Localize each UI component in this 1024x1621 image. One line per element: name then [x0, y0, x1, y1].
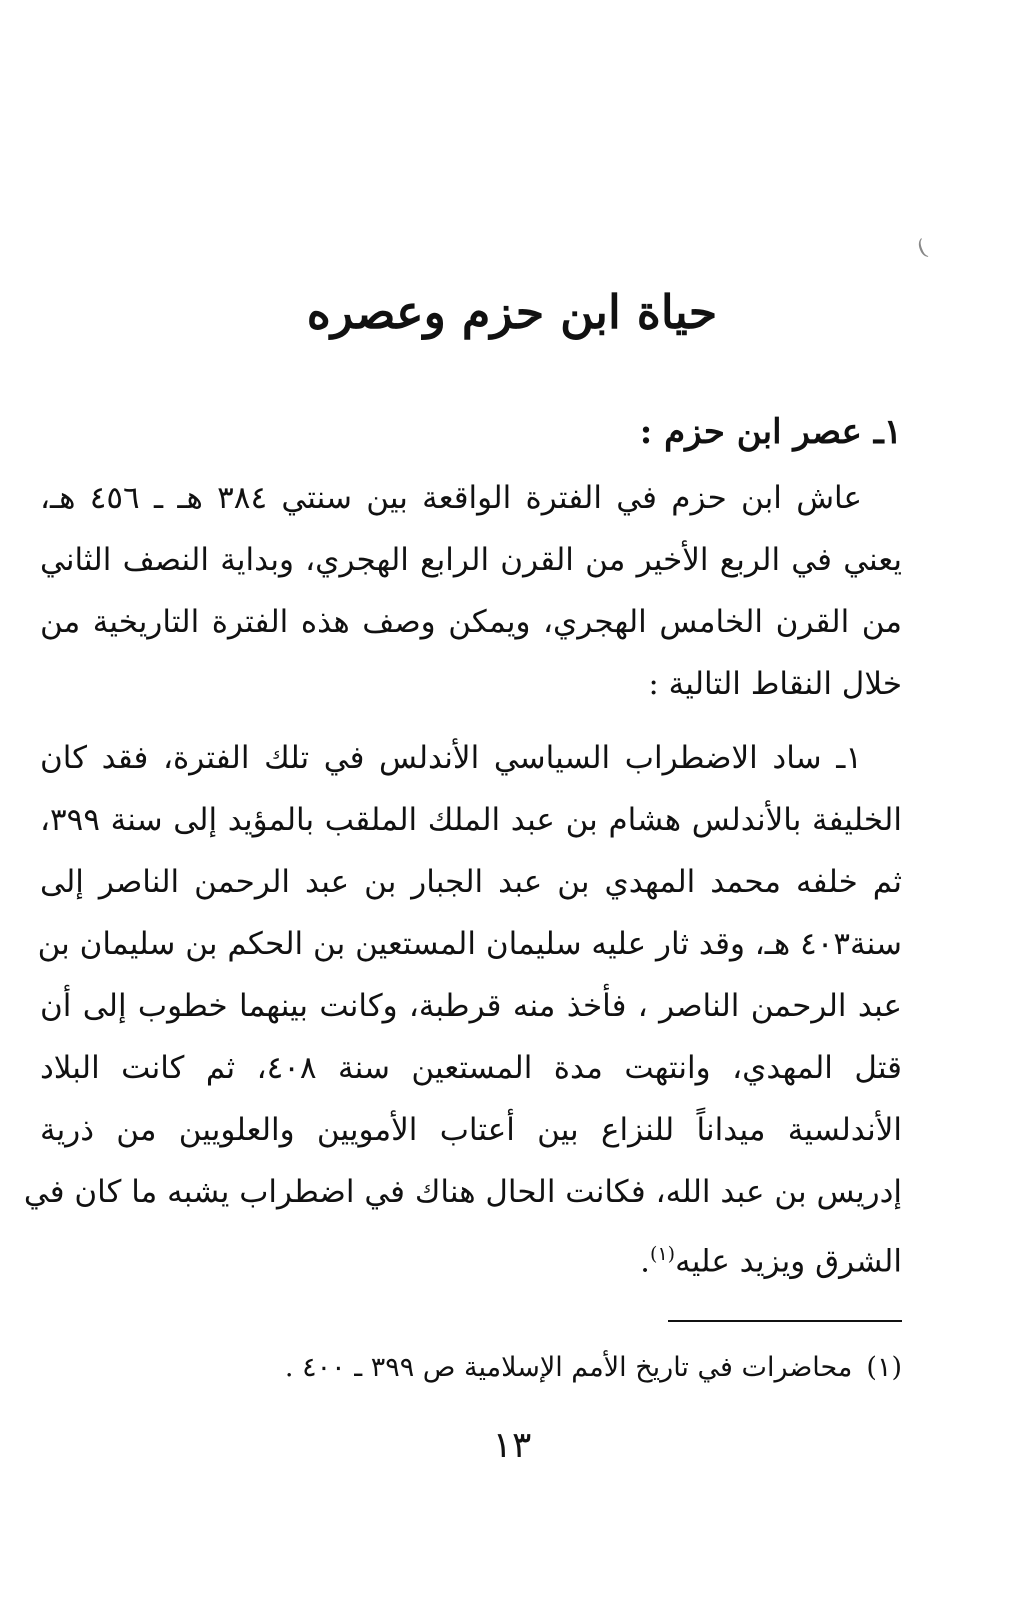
text-line: سنة٤٠٣ هـ، وقد ثار عليه سليمان المستعين بن الحكم بن سليمان بن: [37, 926, 902, 962]
footnote-text: محاضرات في تاريخ الأمم الإسلامية ص ٣٩٩ ـ ٤٠٠ .: [284, 1352, 853, 1383]
text-line: عبد الرحمن الناصر ، فأخذ منه قرطبة، وكانت بينهما خطوب إلى أن: [40, 988, 902, 1024]
footnote-reference: (١): [650, 1243, 676, 1265]
text-fragment: .: [640, 1243, 651, 1280]
text-line: عاش ابن حزم في الفترة الواقعة بين سنتي ٣٨٤ هـ ـ ٤٥٦ هـ،: [40, 480, 862, 516]
page-number: ١٣: [492, 1425, 532, 1466]
text-line: خلال النقاط التالية :: [648, 666, 902, 702]
text-line: ١ـ ساد الاضطراب السياسي الأندلس في تلك الفترة، فقد كان: [40, 740, 862, 776]
chapter-title: حياة ابن حزم وعصره: [306, 285, 718, 339]
text-line: الخليفة بالأندلس هشام بن عبد الملك الملقب بالمؤيد إلى سنة ٣٩٩،: [40, 802, 902, 838]
paragraph-intro: [40, 467, 902, 715]
paragraph-point-1: [23, 727, 902, 1285]
footnote-number: (١): [866, 1352, 902, 1383]
text-line: يعني في الربع الأخير من القرن الرابع الهجري، وبداية النصف الثاني: [40, 542, 902, 578]
footnote-divider: [668, 1320, 902, 1322]
text-line: قتل المهدي، وانتهت مدة المستعين سنة ٤٠٨، ثم كانت البلاد: [40, 1050, 902, 1086]
text-line: إدريس بن عبد الله، فكانت الحال هناك في اضطراب يشبه ما كان في: [23, 1174, 902, 1210]
section-heading: ١ـ عصر ابن حزم :: [639, 412, 902, 452]
text-line-last: [40, 1223, 902, 1285]
footnote: [40, 1343, 902, 1393]
text-line: ثم خلفه محمد المهدي بن عبد الجبار بن عبد الرحمن الناصر إلى: [40, 864, 902, 900]
text-fragment: الشرق ويزيد عليه: [675, 1243, 902, 1280]
margin-mark: (: [913, 235, 931, 262]
text-line: من القرن الخامس الهجري، ويمكن وصف هذه الفترة التاريخية من: [40, 604, 902, 640]
text-line: الأندلسية ميداناً للنزاع بين أعتاب الأمويين والعلويين من ذرية: [40, 1112, 902, 1148]
